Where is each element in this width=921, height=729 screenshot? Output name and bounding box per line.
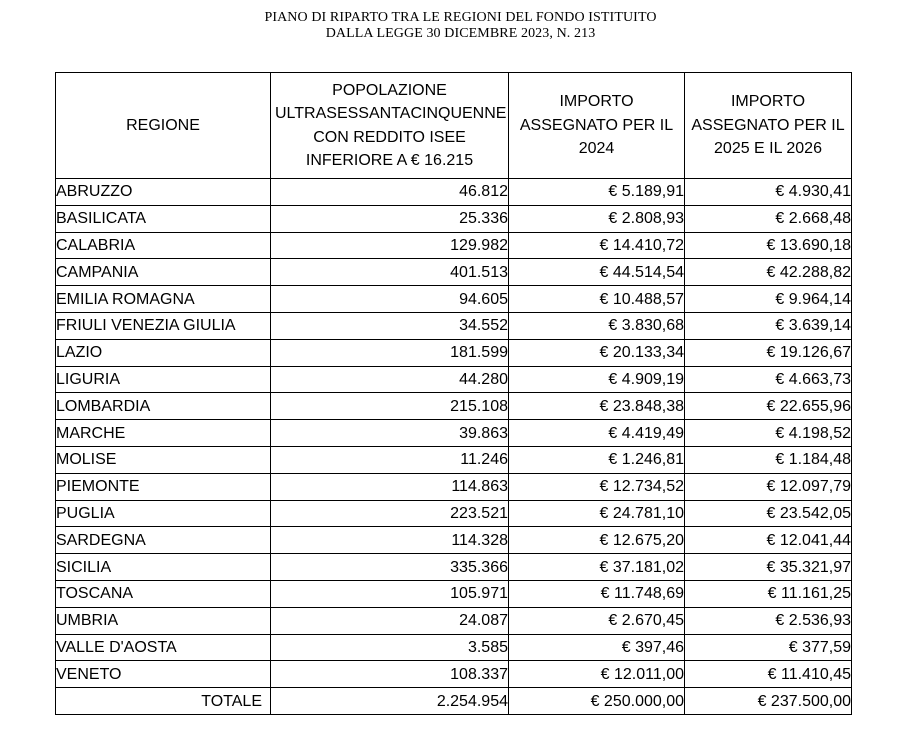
cell-popolazione: 94.605 xyxy=(271,286,509,313)
cell-regione: MOLISE xyxy=(56,446,271,473)
table-row xyxy=(56,179,852,206)
cell-importo-2024: € 4.419,49 xyxy=(509,420,685,447)
cell-importo-2025-2026: € 2.536,93 xyxy=(685,607,852,634)
cell-importo-2024: € 24.781,10 xyxy=(509,500,685,527)
cell-regione: CAMPANIA xyxy=(56,259,271,286)
document-title xyxy=(0,10,921,42)
table-row xyxy=(56,580,852,607)
cell-popolazione: 108.337 xyxy=(271,661,509,688)
total-importo-2025-2026: € 237.500,00 xyxy=(685,688,852,715)
cell-importo-2024: € 23.848,38 xyxy=(509,393,685,420)
table-row xyxy=(56,339,852,366)
cell-importo-2024: € 20.133,34 xyxy=(509,339,685,366)
total-label: TOTALE xyxy=(56,688,271,715)
total-row xyxy=(56,688,852,715)
cell-popolazione: 34.552 xyxy=(271,312,509,339)
table-row xyxy=(56,393,852,420)
cell-importo-2025-2026: € 11.161,25 xyxy=(685,580,852,607)
table-row xyxy=(56,259,852,286)
cell-importo-2025-2026: € 42.288,82 xyxy=(685,259,852,286)
total-popolazione: 2.254.954 xyxy=(271,688,509,715)
cell-popolazione: 39.863 xyxy=(271,420,509,447)
cell-importo-2025-2026: € 377,59 xyxy=(685,634,852,661)
cell-popolazione: 11.246 xyxy=(271,446,509,473)
cell-popolazione: 46.812 xyxy=(271,179,509,206)
table-row xyxy=(56,366,852,393)
cell-importo-2025-2026: € 22.655,96 xyxy=(685,393,852,420)
cell-importo-2025-2026: € 4.930,41 xyxy=(685,179,852,206)
cell-importo-2025-2026: € 1.184,48 xyxy=(685,446,852,473)
cell-popolazione: 114.328 xyxy=(271,527,509,554)
cell-importo-2025-2026: € 11.410,45 xyxy=(685,661,852,688)
cell-popolazione: 3.585 xyxy=(271,634,509,661)
cell-importo-2025-2026: € 23.542,05 xyxy=(685,500,852,527)
header-row xyxy=(56,73,852,179)
cell-regione: PUGLIA xyxy=(56,500,271,527)
cell-regione: VALLE D'AOSTA xyxy=(56,634,271,661)
cell-importo-2024: € 11.748,69 xyxy=(509,580,685,607)
cell-regione: LAZIO xyxy=(56,339,271,366)
cell-importo-2024: € 12.675,20 xyxy=(509,527,685,554)
cell-importo-2024: € 44.514,54 xyxy=(509,259,685,286)
cell-regione: LOMBARDIA xyxy=(56,393,271,420)
cell-importo-2024: € 12.011,00 xyxy=(509,661,685,688)
cell-importo-2024: € 4.909,19 xyxy=(509,366,685,393)
table-row xyxy=(56,205,852,232)
cell-popolazione: 335.366 xyxy=(271,554,509,581)
table-row xyxy=(56,420,852,447)
table-header xyxy=(56,73,852,179)
cell-regione: FRIULI VENEZIA GIULIA xyxy=(56,312,271,339)
table-row xyxy=(56,446,852,473)
cell-importo-2025-2026: € 35.321,97 xyxy=(685,554,852,581)
cell-importo-2024: € 397,46 xyxy=(509,634,685,661)
cell-importo-2025-2026: € 9.964,14 xyxy=(685,286,852,313)
cell-importo-2025-2026: € 19.126,67 xyxy=(685,339,852,366)
cell-importo-2025-2026: € 2.668,48 xyxy=(685,205,852,232)
document-title-line-1: PIANO DI RIPARTO TRA LE REGIONI DEL FONDO ISTITUITO xyxy=(264,10,657,25)
header-importo-2025-2026: IMPORTO ASSEGNATO PER IL 2025 E IL 2026 xyxy=(685,73,852,179)
allocation-table xyxy=(55,72,852,715)
cell-importo-2025-2026: € 12.097,79 xyxy=(685,473,852,500)
table-row xyxy=(56,661,852,688)
cell-regione: PIEMONTE xyxy=(56,473,271,500)
cell-importo-2025-2026: € 12.041,44 xyxy=(685,527,852,554)
cell-regione: LIGURIA xyxy=(56,366,271,393)
header-regione: REGIONE xyxy=(56,73,271,179)
cell-popolazione: 105.971 xyxy=(271,580,509,607)
cell-popolazione: 129.982 xyxy=(271,232,509,259)
cell-regione: CALABRIA xyxy=(56,232,271,259)
cell-popolazione: 215.108 xyxy=(271,393,509,420)
table-row xyxy=(56,607,852,634)
cell-importo-2024: € 10.488,57 xyxy=(509,286,685,313)
cell-importo-2024: € 37.181,02 xyxy=(509,554,685,581)
cell-regione: EMILIA ROMAGNA xyxy=(56,286,271,313)
cell-popolazione: 401.513 xyxy=(271,259,509,286)
header-importo-2024: IMPORTO ASSEGNATO PER IL 2024 xyxy=(509,73,685,179)
cell-importo-2024: € 5.189,91 xyxy=(509,179,685,206)
table-row xyxy=(56,554,852,581)
table-row xyxy=(56,312,852,339)
cell-regione: SICILIA xyxy=(56,554,271,581)
cell-importo-2024: € 3.830,68 xyxy=(509,312,685,339)
cell-popolazione: 114.863 xyxy=(271,473,509,500)
table-row xyxy=(56,634,852,661)
cell-regione: VENETO xyxy=(56,661,271,688)
cell-importo-2024: € 14.410,72 xyxy=(509,232,685,259)
cell-popolazione: 223.521 xyxy=(271,500,509,527)
table-footer xyxy=(56,688,852,715)
total-importo-2024: € 250.000,00 xyxy=(509,688,685,715)
document-title-line-2: DALLA LEGGE 30 DICEMBRE 2023, N. 213 xyxy=(325,26,596,41)
cell-importo-2025-2026: € 4.663,73 xyxy=(685,366,852,393)
table-row xyxy=(56,286,852,313)
cell-regione: ABRUZZO xyxy=(56,179,271,206)
cell-importo-2024: € 2.808,93 xyxy=(509,205,685,232)
cell-popolazione: 25.336 xyxy=(271,205,509,232)
cell-importo-2025-2026: € 13.690,18 xyxy=(685,232,852,259)
cell-popolazione: 44.280 xyxy=(271,366,509,393)
cell-regione: UMBRIA xyxy=(56,607,271,634)
cell-regione: SARDEGNA xyxy=(56,527,271,554)
table-row xyxy=(56,232,852,259)
header-popolazione: POPOLAZIONE ULTRASESSANTACINQUENNE CON REDDITO ISEE INFERIORE A € 16.215 xyxy=(271,73,509,179)
cell-importo-2025-2026: € 4.198,52 xyxy=(685,420,852,447)
table-body xyxy=(56,179,852,688)
table-row xyxy=(56,473,852,500)
cell-regione: TOSCANA xyxy=(56,580,271,607)
cell-popolazione: 181.599 xyxy=(271,339,509,366)
table-row xyxy=(56,500,852,527)
cell-importo-2024: € 12.734,52 xyxy=(509,473,685,500)
cell-regione: BASILICATA xyxy=(56,205,271,232)
cell-regione: MARCHE xyxy=(56,420,271,447)
cell-importo-2024: € 1.246,81 xyxy=(509,446,685,473)
cell-popolazione: 24.087 xyxy=(271,607,509,634)
cell-importo-2024: € 2.670,45 xyxy=(509,607,685,634)
cell-importo-2025-2026: € 3.639,14 xyxy=(685,312,852,339)
table-row xyxy=(56,527,852,554)
